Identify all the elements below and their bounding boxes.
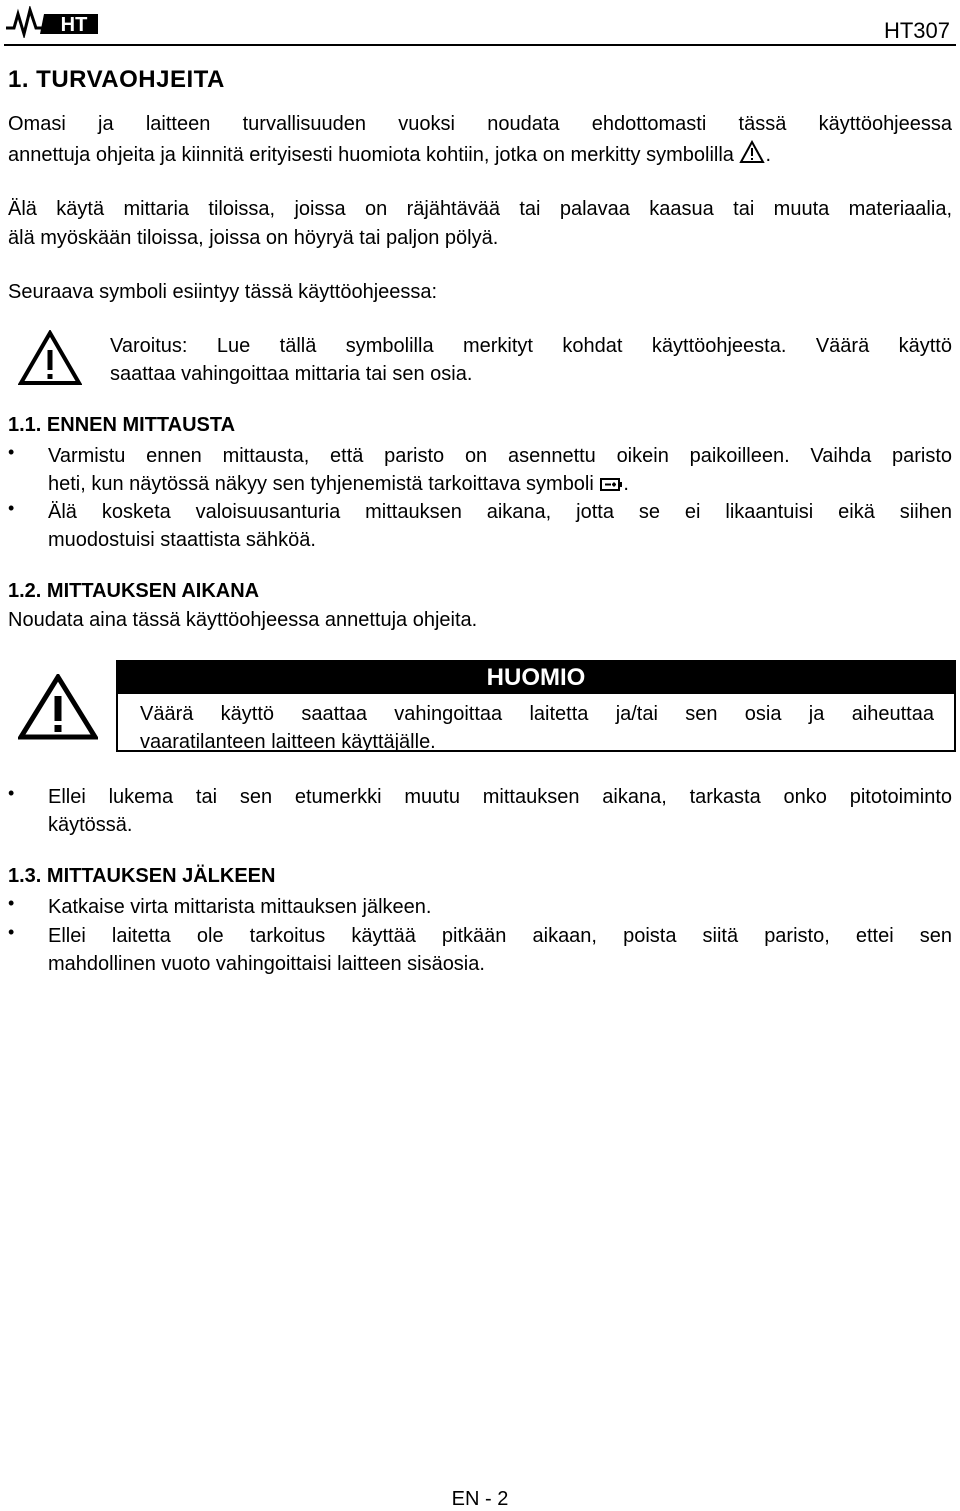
s13-bullet2-line1: Ellei laitetta ole tarkoitus käyttää pitkään aikaan, poista siitä paristo, ettei sen [48, 925, 952, 947]
s11-bullet1-line1: Varmistu ennen mittausta, että paristo on asennettu oikein paikoilleen. Vaihda paristo [48, 445, 952, 467]
para1-line2-text: annettuja ohjeita ja kiinnitä erityisesti huomiota kohtiin, jotka on merkitty symbolilla [8, 144, 734, 166]
symbol-desc-line1: Varoitus: Lue tällä symbolilla merkityt kohdat käyttöohjeesta. Väärä käyttö [110, 335, 952, 357]
s13-bullet2-line2: mahdollinen vuoto vahingoittaisi laitteen sisäosia. [48, 953, 485, 975]
battery-icon [599, 473, 623, 501]
header-rule [4, 44, 956, 46]
ht-logo [4, 6, 102, 38]
section-title-1: 1. TURVAOHJEITA [8, 66, 225, 93]
s12-bullet1-line2: käytössä. [48, 814, 133, 836]
model-number: HT307 [883, 18, 950, 43]
para2-line1: Älä käytä mittaria tiloissa, joissa on räjähtävää tai palavaa kaasua tai muuta materiaalia, [8, 198, 952, 220]
bullet-dot: • [8, 783, 15, 803]
warning-title: HUOMIO [118, 662, 954, 694]
section-title-1-2: 1.2. MITTAUKSEN AIKANA [8, 580, 260, 602]
symbol-warning-icon [18, 330, 82, 391]
s11-bullet1-line2-text: heti, kun näytössä näkyy sen tyhjenemistä tarkoittava symboli [48, 473, 594, 495]
page-number: EN - 2 [451, 1488, 509, 1510]
para1-line1: Omasi ja laitteen turvallisuuden vuoksi noudata ehdottomasti tässä käyttöohjeessa [8, 113, 952, 135]
section-title-1-1: 1.1. ENNEN MITTAUSTA [8, 414, 236, 436]
warning-box [116, 660, 956, 752]
bullet-dot: • [8, 442, 15, 462]
warning-line2: vaaratilanteen laitteen käyttäjälle. [140, 731, 436, 753]
s11-bullet2-line2: muodostuisi staattista sähköä. [48, 529, 316, 551]
ht-logo-graphic [4, 6, 102, 38]
symbol-desc-line2: saattaa vahingoittaa mittaria tai sen osia. [110, 363, 473, 385]
bullet-dot: • [8, 893, 15, 913]
svg-text:HT: HT [60, 14, 88, 36]
para1-end: . [765, 144, 772, 166]
para1-line2 [8, 140, 952, 172]
huomio-warning-icon [18, 674, 98, 745]
s11-bullet1-end: . [623, 473, 629, 495]
section-title-1-3: 1.3. MITTAUKSEN JÄLKEEN [8, 865, 276, 887]
s13-bullet1: Katkaise virta mittarista mittauksen jälkeen. [48, 896, 432, 918]
s11-bullet2-line1: Älä kosketa valoisuusanturia mittauksen aikana, jotta se ei likaantuisi eikä siihen [48, 501, 952, 523]
bullet-dot: • [8, 498, 15, 518]
bullet-dot: • [8, 922, 15, 942]
s11-bullet1-line2 [48, 470, 629, 501]
warning-triangle-icon [739, 140, 765, 172]
s12-intro: Noudata aina tässä käyttöohjeessa annettuja ohjeita. [8, 609, 478, 631]
s12-bullet1-line1: Ellei lukema tai sen etumerkki muutu mittauksen aikana, tarkasta onko pitotoiminto [48, 786, 952, 808]
para2-line2: älä myöskään tiloissa, joissa on höyryä tai paljon pölyä. [8, 227, 499, 249]
para3: Seuraava symboli esiintyy tässä käyttöohjeessa: [8, 281, 438, 303]
warning-line1: Väärä käyttö saattaa vahingoittaa laitetta ja/tai sen osia ja aiheuttaa [140, 703, 934, 725]
